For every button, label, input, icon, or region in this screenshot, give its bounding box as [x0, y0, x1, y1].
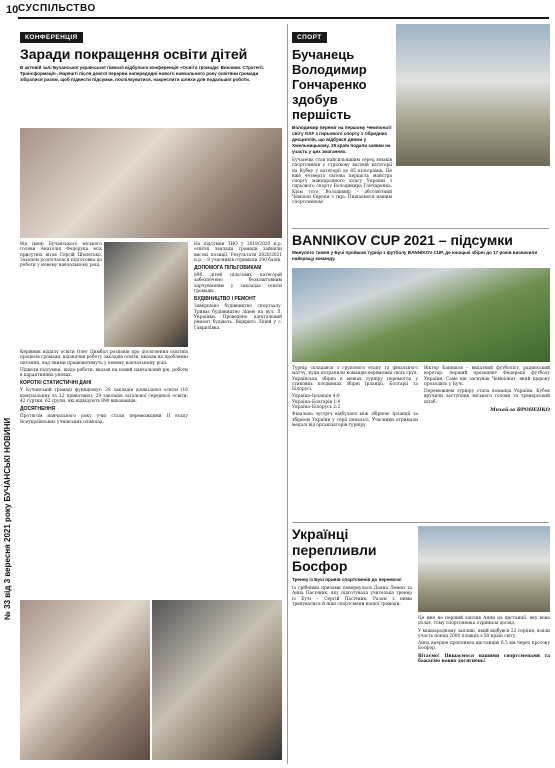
- side-strip: [3, 40, 16, 620]
- sport-divider: [292, 228, 549, 229]
- bannikov-header: [292, 232, 550, 262]
- ukrainians-article: [292, 526, 412, 607]
- conference-col1-top: [20, 242, 102, 268]
- bannikov-col1b-text: Фінальна зустріч відбулася між збірною Ірландії та збірною України у серії пенальті. Учасники отримали медалі від організаторів турніру.: [292, 412, 418, 428]
- achievements-subheading: ДОСЯГНЕННЯ: [20, 406, 56, 413]
- conference-title: Заради покращення освіти дітей: [20, 46, 248, 62]
- conference-col2c-text: Завершено будівництво спортзалу. Триває будівництво ліцею на вул. Л. Українки. Проведено капітальний ремонт будівель. Відкрито Ліцей у с. Гаврилівка.: [194, 304, 282, 331]
- bannikov-col2b-text: Переможцем турніру стала команда України. Кубок вручили заступник міського голови та тренерський штаб.: [424, 389, 550, 405]
- bannikov-col2: [424, 366, 550, 413]
- sport-title: Бучанець Володимир Гончаренко здобув першість: [292, 47, 367, 122]
- ukrainians-divider: [292, 522, 549, 523]
- conference-col1e-text: Протягом навчального року учні стали переможцями ІІ етапу Всеукраїнських учнівських олімпіад.: [20, 414, 188, 425]
- conference-tag: КОНФЕРЕНЦІЯ: [20, 32, 83, 43]
- side-strip-text: № 33 від 3 вересня 2021 року БУЧАНСЬКІ НОВИНИ: [3, 417, 12, 620]
- bannikov-col2-text: Віктор Банніков – видатний футболіст, радянський воротар, перший президент Федерації футболу України. Саме він заснував Чемпіонат, який щороку проходить у Бучі.: [424, 366, 550, 387]
- conference-audience-photo: [20, 128, 282, 238]
- ukrainians-lead: Тренер із Бучі привів спортсменів до перемоги!: [292, 577, 402, 582]
- bannikov-col1-text: Турнір складався з групового етапу та фінального матчу, куди потрапили команди-переможці своїх груп. Українська збірна в межах турніру перемогла у стикових поєдинках збірні Ірландії, Болгарії та Білорусі.: [292, 366, 418, 393]
- champion-photo: [396, 24, 550, 166]
- ukrainians-col2c-text: Анна вперше пропливла дистанцію 6.5 км через протоку Босфор.: [418, 641, 550, 652]
- header-rule: [18, 17, 549, 19]
- speaker-photo: [104, 242, 188, 347]
- conference-lead: В актовій залі Бучанської української гімназії відбулася конференція «Освіта громади: Виклики. Стратегії. Трансформації». Нарешті після довгої перерви напередодні нового навчального року освітяни громади зібралися разом, щоб підвести підсумки, поспілкуватися, накреслити шляхи для подальшої роботи.: [20, 65, 265, 82]
- conference-col1-text: Від імені Бучанського міського голови Анатолія Федорука всіх присутніх вітав Сергій Шепетько. Заходом розпочалася підготовка до роботи у новому навчальному році.: [20, 242, 102, 269]
- ukrainians-col2b-text: У міжнародному запливі, який відбувся 22 серпня, взяли участь понад 2000 плавців з 50 країн світу.: [418, 628, 550, 639]
- ukrainians-col2-text: Це вже не перший заплив Анни на дистанції, яку вона долає, тому спортсменка отримала досвід.: [418, 616, 550, 627]
- conference-col1d-text: У Бучанській громаді функціонує: 28 закладів дошкільної освіти (16 комунальних та 12 приватних); 29 закладів загальної середньої освіти; 42 гуртки, 62 групи, які відвідують 890 вихованців.: [20, 388, 188, 405]
- result-2: Україна–Болгарія 1:0: [292, 399, 341, 405]
- conference-col1: [20, 350, 188, 425]
- conference-article-header: [20, 24, 282, 83]
- sport-tag: СПОРТ: [292, 32, 327, 43]
- result-1: Україна–Ірландія 4:0: [292, 394, 340, 400]
- conference-col1b-text: Керівник відділу освіти Олег Цимбал розповів про досягнення освітніх процесів громади, відзначив роботу закладів освіти, вказав на проблемні питання, над якими працюватимуть у новому навчальному році.: [20, 350, 188, 366]
- sport-article: [292, 24, 392, 206]
- sport-lead: Володимир переміг на першому Чемпіонаті світу GSF з гирьового спорту з гібридних дисциплін, що відбувся днями у Хмельницькому. 25 країн подали заявки на участь у цих змаганнях.: [292, 125, 392, 154]
- section-title: СУСПІЛЬСТВО: [18, 3, 96, 14]
- football-photo: [292, 268, 550, 362]
- stats-subheading: КОРОТКІ СТАТИСТИЧНІ ДАНІ: [20, 380, 92, 387]
- sport-body: Бучанець став найсильнішим серед юнаків спортсменів у стрілкову ваговій категорії на Кубку у категорії до 85 кілограмів. Це вже четверта світова першість майстра спорту міжнародного класу України з гирьового спорту Володимира Гончаренка. Крім того, Володимир – абсолютний Чемпіон Європи з гирі. Пишаємося нашим спортсменом!: [292, 158, 392, 206]
- bannikov-lead: Минулого тижня у Бучі пройшов турнір з футболу BANNIKOV CUP, де юнацькі збірні до 17 років визначили найкращу команду.: [292, 250, 538, 261]
- column-divider: [287, 24, 288, 764]
- teachers-group-photo: [20, 600, 150, 760]
- ukrainians-col2d-text: Вітаємо! Пишаємося нашими спортсменами та бажаємо нових досягнень!: [418, 653, 550, 665]
- bannikov-signature: Михайло ВРОНЕНКО: [490, 407, 550, 414]
- ukrainians-col2: [418, 616, 550, 664]
- conference-col2b-text: 896 дітей пільгових категорій забезпечено безкоштовним харчуванням у закладах освіти громади.: [194, 273, 282, 295]
- page-number: 10: [6, 4, 19, 16]
- conference-col2: [194, 242, 282, 331]
- conference-col2-text: На підсумки ЗНО у 2019/2020 н.р. освітні заклади громади зайняли високі позиції. Результати 2020/2021 н.р. – 8 учасників отримали 200 балів.: [194, 242, 282, 263]
- ukrainians-col1: Із срібними призами повернулася Даяна Лемон та Анна Пасічник, яку підготувала учителька тренер із Бучі – Сергій Пасічник. Разом з ними тренувалися й інші спортсмени нашої громади.: [292, 586, 412, 607]
- conference-col1c-text: Підвели підсумки, щодо роботи, вказав на новий навчальний рік, роботи в карантинних умовах.: [20, 367, 188, 379]
- construction-subheading: БУДІВНИЦТВО І РЕМОНТ: [194, 296, 256, 303]
- ukrainians-title: Українці перепливли Босфор: [292, 526, 377, 574]
- awards-photo: [152, 600, 282, 760]
- result-3: Україна–Білорусь 2:2: [292, 405, 341, 411]
- bannikov-title: BANNIKOV CUP 2021 – підсумки: [292, 232, 513, 248]
- benefits-subheading: ДОПОМОГА ПІЛЬГОВИКАМ: [194, 265, 262, 272]
- swimmers-photo: [418, 526, 550, 612]
- bannikov-col1: [292, 366, 418, 428]
